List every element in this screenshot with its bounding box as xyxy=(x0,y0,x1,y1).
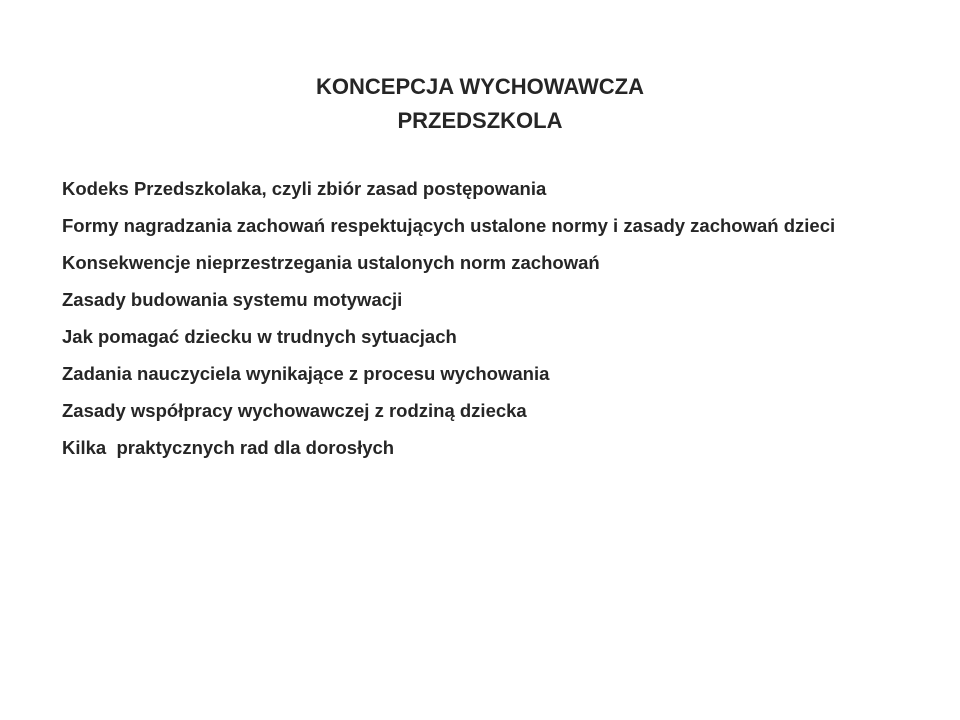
content-list xyxy=(62,176,862,472)
title-line-2: PRZEDSZKOLA xyxy=(397,108,563,133)
title-line-1: KONCEPCJA WYCHOWAWCZA xyxy=(316,74,644,99)
slide-title xyxy=(100,70,860,138)
list-item: Konsekwencje nieprzestrzegania ustalonych norm zachowań xyxy=(62,252,600,273)
list-item: Formy nagradzania zachowań respektujących ustalone normy i zasady zachowań dzieci xyxy=(62,215,836,236)
list-item: Kilka praktycznych rad dla dorosłych xyxy=(62,437,395,458)
list-item: Kodeks Przedszkolaka, czyli zbiór zasad postępowania xyxy=(62,178,547,199)
list-item: Jak pomagać dziecku w trudnych sytuacjach xyxy=(62,326,457,347)
list-item: Zasady współpracy wychowawczej z rodziną dziecka xyxy=(62,400,527,421)
list-item: Zasady budowania systemu motywacji xyxy=(62,289,403,310)
list-item: Zadania nauczyciela wynikające z procesu wychowania xyxy=(62,363,550,384)
